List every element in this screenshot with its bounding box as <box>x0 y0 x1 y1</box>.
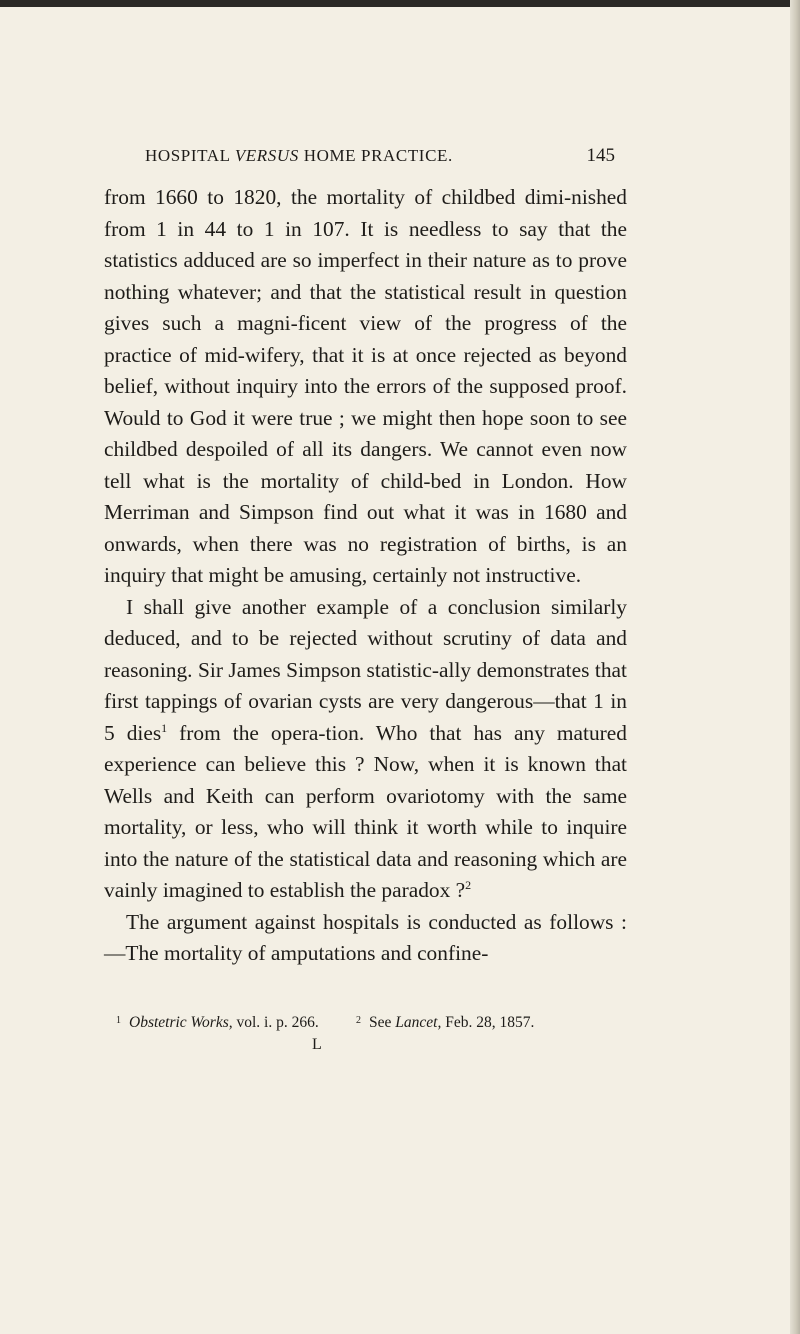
footnote-2 <box>356 1014 534 1032</box>
paragraph-2-text-a: I shall give another example of a conclusion similarly deduced, and to be rejected without scrutiny of data and reasoning. Sir James Simpson statistic-ally demonstrates that first tappings of ovarian cysts are very dangerous—that 1 in 5 dies <box>104 594 627 745</box>
paragraph-2-text-b: from the opera-tion. Who that has any matured experience can believe this ? Now, when it is known that Wells and Keith can perform ovariotomy with the same mortality, or less, who will think it worth while to inquire into the nature of the statistical data and reasoning which are vainly imagined to establish the paradox ? <box>104 720 628 902</box>
page-number: 145 <box>586 145 615 166</box>
footnote-2-mark: 2 <box>356 1015 361 1026</box>
footnote-2-text: Feb. 28, 1857. <box>441 1014 535 1031</box>
running-head-italic: VERSUS <box>234 146 299 165</box>
paragraph-3: The argument against hospitals is conducted as follows :—The mortality of amputations and confine- <box>104 909 627 965</box>
paragraph-2 <box>104 592 627 907</box>
running-head <box>145 146 453 166</box>
footnote-2-prefix: See <box>369 1014 396 1031</box>
footnote-1-text: vol. i. p. 266. <box>232 1014 319 1031</box>
footnote-ref-1: 1 <box>161 720 168 735</box>
paragraph-1: from 1660 to 1820, the mortality of childbed dimi-nished from 1 in 44 to 1 in 107. It is needless to say that the statistics adduced are so imperfect in their nature as to prove nothing whatever; and that the statistical result in question gives such a magni-ficent view of the progress of the practice of mid-wifery, that it is at once rejected as beyond belief, without inquiry into the errors of the supposed proof. Would to God it were true ; we might then hope soon to see childbed despoiled of all its dangers. We cannot even now tell what is the mortality of child-bed in London. How Merriman and Simpson find out what it was in 1680 and onwards, when there was no registration of births, is an inquiry that might be amusing, certainly not instructive. <box>104 185 627 587</box>
running-head-part-2: HOME PRACTICE. <box>298 146 453 165</box>
footnote-2-title: Lancet, <box>395 1014 442 1031</box>
footnote-ref-2: 2 <box>465 878 472 892</box>
page-right-edge <box>790 0 800 1334</box>
body-text <box>104 182 627 970</box>
footnote-1 <box>116 1014 319 1032</box>
running-head-part-1: HOSPITAL <box>145 146 235 165</box>
footnote-1-mark: 1 <box>116 1015 121 1026</box>
page-header <box>145 146 615 172</box>
footnote-1-title: Obstetric Works, <box>129 1014 233 1031</box>
top-edge-rule <box>0 0 800 7</box>
signature-mark: L <box>312 1036 322 1053</box>
